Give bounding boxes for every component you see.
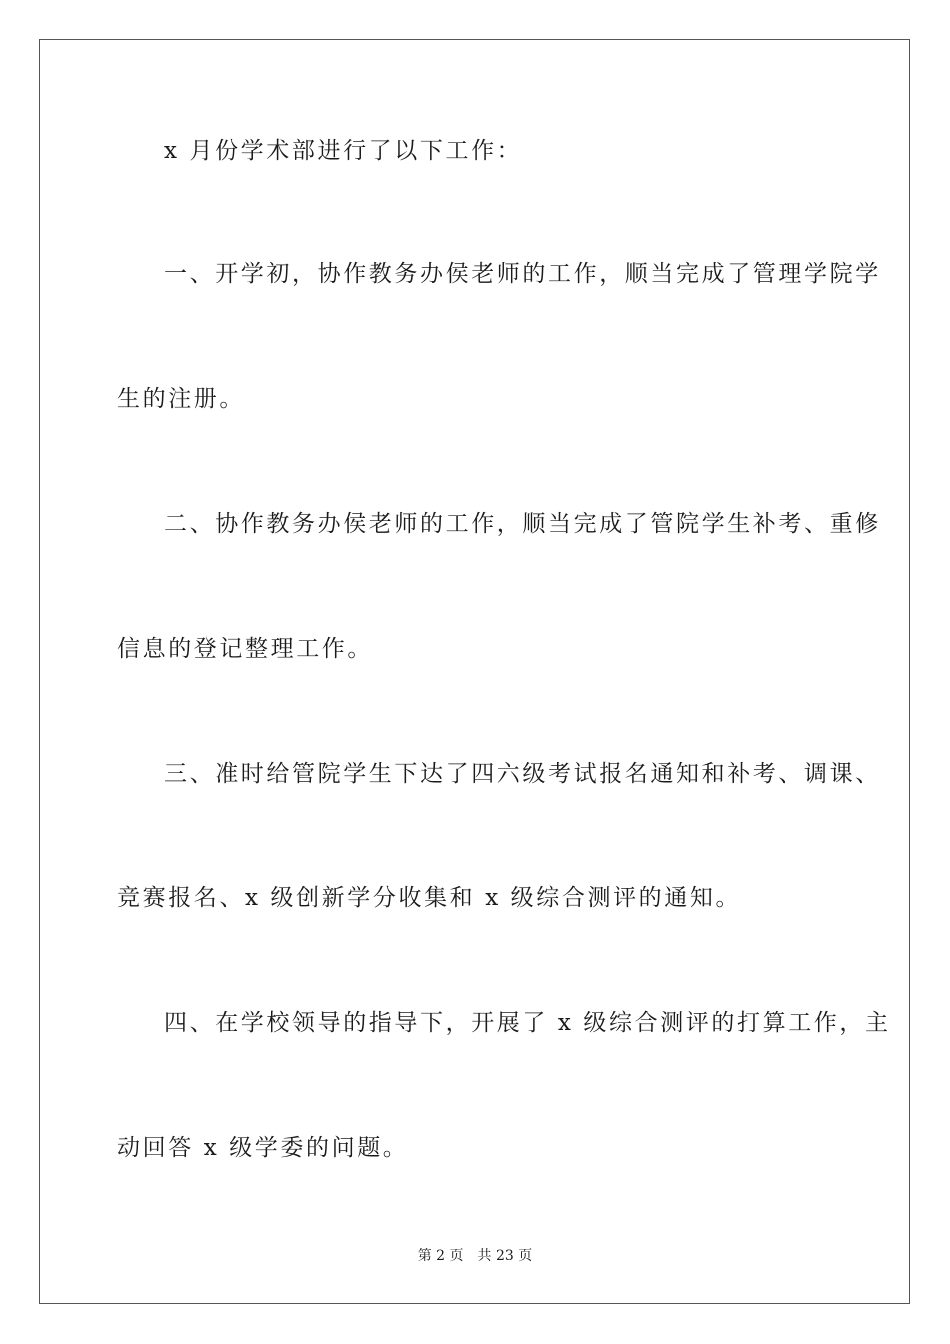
item-2-line-1: 二、协作教务办侯老师的工作，顺当完成了管院学生补考、重修 <box>164 511 881 537</box>
page-footer <box>0 1247 950 1265</box>
intro-line: x 月份学术部进行了以下工作： <box>164 138 523 164</box>
page-border <box>39 39 910 1304</box>
item-2-line-2: 信息的登记整理工作。 <box>117 636 373 662</box>
item-3-line-1: 三、准时给管院学生下达了四六级考试报名通知和补考、调课、 <box>164 761 881 787</box>
item-4-line-1: 四、在学校领导的指导下，开展了 x 级综合测评的打算工作，主 <box>164 1010 891 1036</box>
item-1-line-2: 生的注册。 <box>117 386 245 412</box>
item-3-line-2: 竞赛报名、x 级创新学分收集和 x 级综合测评的通知。 <box>117 885 742 911</box>
page-number: 第 2 页 <box>417 1248 464 1264</box>
item-4-line-2: 动回答 x 级学委的问题。 <box>117 1135 409 1161</box>
item-1-line-1: 一、开学初，协作教务办侯老师的工作，顺当完成了管理学院学 <box>164 261 881 287</box>
page-total: 共 23 页 <box>477 1248 533 1264</box>
